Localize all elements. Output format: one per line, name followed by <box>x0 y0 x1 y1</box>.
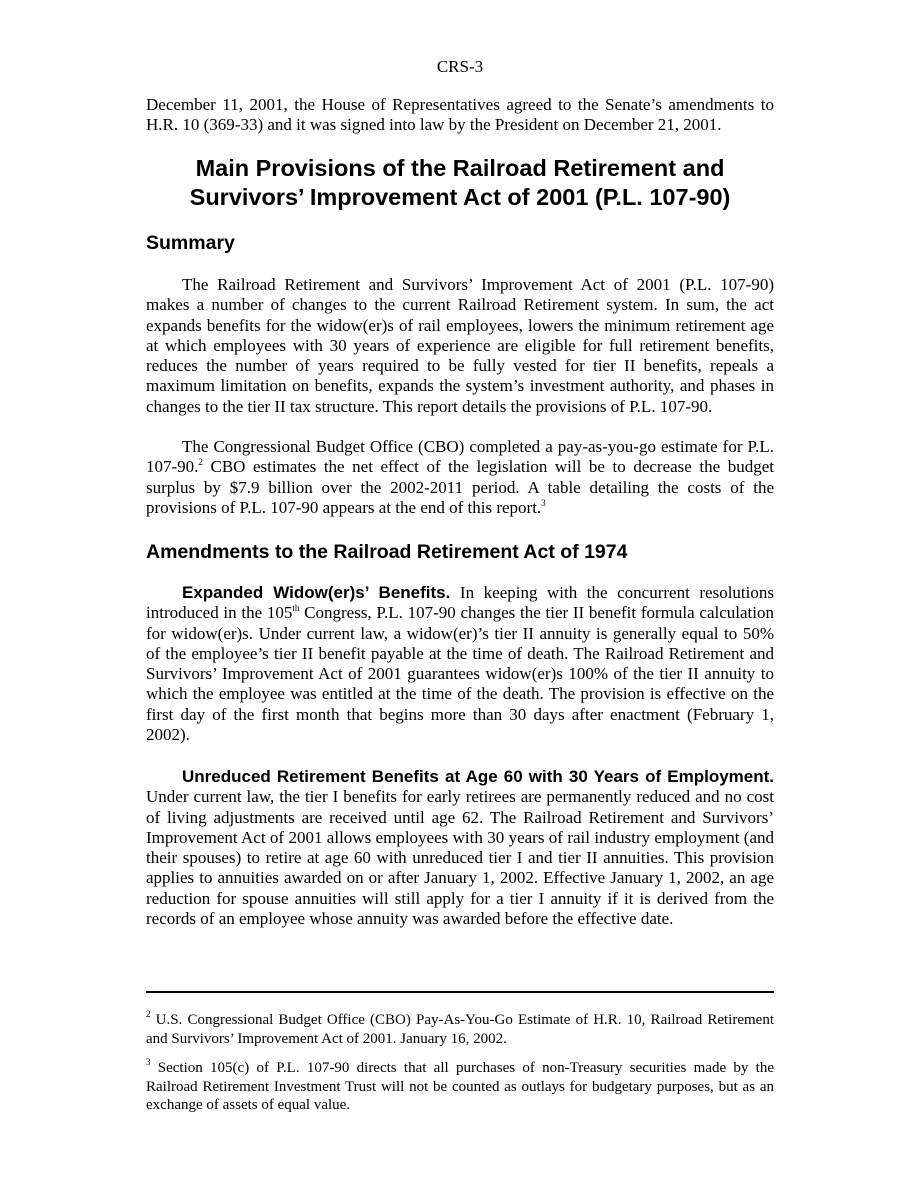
widow-benefits-runin: Expanded Widow(er)s’ Benefits. <box>182 583 451 602</box>
main-title-line2: Survivors’ Improvement Act of 2001 (P.L. 107-90) <box>189 184 731 210</box>
footnote-3 <box>146 1059 774 1115</box>
unreduced-benefits-paragraph <box>146 767 774 929</box>
footnote-ref-2: 2 <box>198 457 203 468</box>
summary-paragraph-2-text-b: CBO estimates the net effect of the legislation will be to decrease the budget surplus by $7.9 billion over the 2002-2011 period. A table detailing the costs of the provisions of P.L. 107-90 appears at the end of this report. <box>146 457 774 517</box>
summary-paragraph-2-text-a: The Congressional Budget Office (CBO) completed a pay-as-you-go estimate for P.L. 107-90. <box>146 437 774 477</box>
main-title-line1: Main Provisions of the Railroad Retirement and <box>195 155 725 181</box>
widow-benefits-text-a: In keeping with the concurrent resolutions introduced in the 105 <box>146 583 774 623</box>
footnote-3-mark: 3 <box>146 1057 151 1067</box>
intro-paragraph: December 11, 2001, the House of Representatives agreed to the Senate’s amendments to H.R. 10 (369-33) and it was signed into law by the President on December 21, 2001. <box>146 95 774 135</box>
widow-benefits-text-b: Congress, P.L. 107-90 changes the tier II benefit formula calculation for widow(er)s. Under current law, a widow(er)’s tier II annuity is generally equal to 50% of the employee’s tier II benefit payable at the time of death. The Railroad Retirement and Survivors’ Improvement Act of 2001 guarantees widow(er)s 100% of the tier II annuity to which the employee was entitled at the time of the death. The provision is effective on the first day of the first month that begins more than 30 days after enactment (February 1, 2002). <box>146 603 774 745</box>
amendments-heading: Amendments to the Railroad Retirement Act of 1974 <box>146 541 628 563</box>
unreduced-benefits-text: Under current law, the tier I benefits for early retirees are permanently reduced and no cost of living adjustments are received until age 62. The Railroad Retirement and Survivors’ Improvement Act of 2001 allows employees with 30 years of rail industry employment (and their spouses) to retire at age 60 with unreduced tier I and tier II annuities. This provision applies to annuities awarded on or after January 1, 2002. Effective January 1, 2002, an age reduction for spouse annuities will still apply for a tier I annuity if it is derived from the records of an employee whose annuity was awarded before the effective date. <box>146 787 774 929</box>
summary-paragraph-1: The Railroad Retirement and Survivors’ Improvement Act of 2001 (P.L. 107-90) makes a number of changes to the current Railroad Retirement system. In sum, the act expands benefits for the widow(er)s of rail employees, lowers the minimum retirement age at which employees with 30 years of experience are eligible for full retirement benefits, reduces the number of years required to be fully vested for tier II benefits, repeals a maximum limitation on benefits, expands the system’s investment authority, and phases in changes to the tier II tax structure. This report details the provisions of P.L. 107-90. <box>146 275 774 416</box>
footnote-ref-3: 3 <box>541 497 546 508</box>
summary-heading: Summary <box>146 232 235 254</box>
summary-paragraph-2 <box>146 437 774 518</box>
footnote-2-text: U.S. Congressional Budget Office (CBO) Pay-As-You-Go Estimate of H.R. 10, Railroad Retirement and Survivors’ Improvement Act of 2001. January 16, 2002. <box>146 1012 774 1047</box>
page-number: CRS-3 <box>436 57 484 76</box>
footnote-2-mark: 2 <box>146 1009 151 1019</box>
footnote-2 <box>146 1011 774 1048</box>
footnote-divider <box>146 991 774 993</box>
widow-benefits-paragraph <box>146 583 774 745</box>
footnote-3-text: Section 105(c) of P.L. 107-90 directs that all purchases of non-Treasury securities made by the Railroad Retirement Investment Trust will not be counted as outlays for budgetary purposes, but as an exchange of assets of equal value. <box>146 1060 774 1113</box>
unreduced-benefits-runin: Unreduced Retirement Benefits at Age 60 with 30 Years of Employment. <box>182 767 774 786</box>
ordinal-suffix: th <box>292 603 300 614</box>
main-title <box>146 154 774 212</box>
